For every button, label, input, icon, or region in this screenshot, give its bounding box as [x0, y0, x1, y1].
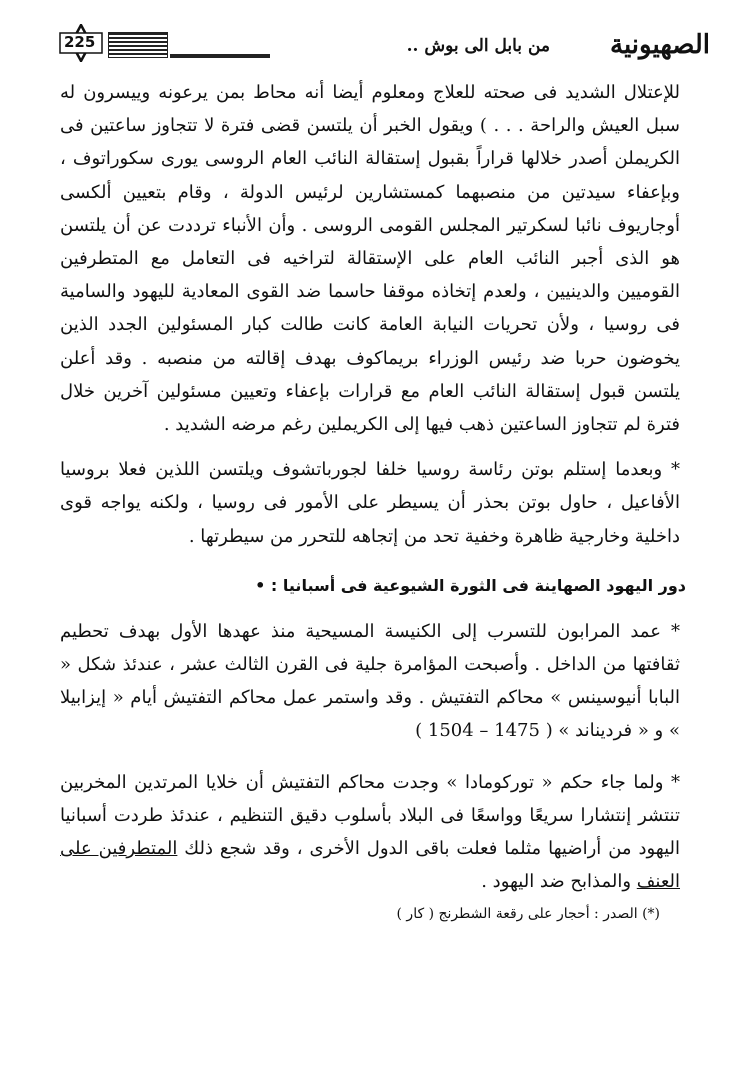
paragraph: * عمد المرابون للتسرب إلى الكنيسة المسيحية منذ عهدها الأول بهدف تحطيم ثقافتها من الداخل . وأصبحت المؤامرة جلية فى القرن الثالث عشر ، عندئذ شكل « البابا أنيوسينس » محاكم التفتيش . وقد واستمر عمل محاكم التفتيش أيام « إيزابيلا » و « فرديناند » ( 1475 – 1504 ) — [60, 620, 680, 742]
footnote: (*) الصدر : أحجار على رقعة الشطرنج ( كار ) — [396, 906, 660, 923]
book-title: الصهيونية — [610, 30, 710, 60]
paragraph: * وبعدما إستلم بوتن رئاسة روسيا خلفا لجورباتشوف ويلتسن اللذين فعلا بروسيا الأفاعيل ، حاول بوتن بحذر أن يسيطر على الأمور فى روسيا ، ولكنه يواجه قوى داخلية وخارجية ظاهرة وخفية تحد من إتجاهه للتحرر من سيطرتها . — [60, 459, 680, 547]
section-heading: دور اليهود الصهاينة فى الثورة الشيوعية فى أسبانيا : • — [255, 575, 686, 595]
paragraph — [60, 766, 680, 899]
header-rule — [170, 54, 270, 58]
page-number: 225 — [64, 33, 96, 51]
paragraph-text: * ولما جاء حكم « توركومادا » وجدت محاكم التفتيش أن خلايا المرتدين المخربين تنتشر إنتشارا سريعًا وواسعًا فى البلاد بأسلوب دقيق التنظيم ، عندئذ طردت أسبانيا اليهود من أراضيها مثلما فعلت باقى الدول الأخرى ، وقد شجع ذلك — [60, 771, 680, 860]
book-subtitle: من بابل الى بوش .. — [406, 36, 550, 56]
flag-icon — [108, 32, 168, 58]
paragraph-end: والمذابح ضد اليهود . — [481, 871, 637, 893]
underlined-phrase: المتطرفين على العنف — [60, 838, 680, 893]
star-of-david-icon — [50, 24, 112, 62]
page-header — [50, 28, 710, 64]
paragraph: للإعتلال الشديد فى صحته للعلاج ومعلوم أيضا أنه محاط بمن يرعونه وييسرون له سبل العيش والراحة . . . ) ويقول الخبر أن يلتسن قضى فترة لا تتجاوز ساعتين فى الكريملن أصدر خلالها قراراً بقبول إستقالة النائب العام الروسى يورى سكوراتوف ، وبإعفاء سيدتين من منصبهما كمستشارين لرئيس الدولة ، وقام بتعيين ألكسى أوجاريوف نائبا لسكرتير المجلس القومى الروسى . وأن الأنباء ترددت عن أن يلتسن هو الذى أجبر النائب العام على الإستقالة لتراخيه فى التعامل مع المتطرفين القوميين والدينيين ، ولعدم إتخاذه موقفا حاسما ضد القوى المعادية لليهود والسامية فى روسيا ، ولأن تحريات النيابة العامة كانت طالت كبار المسئولين الجدد الذين يخوضون حربا ضد رئيس الوزراء بريماكوف بهدف إقالته من منصبه . وقد أعلن يلتسن قبول إستقالة النائب العام مع قرارات بإعفاء وتعيين مسئولين آخرين خلال فترة لم تتجاوز الساعتين ذهب فيها إلى الكريملين رغم مرضه الشديد . — [60, 82, 680, 436]
page-body — [60, 76, 686, 926]
